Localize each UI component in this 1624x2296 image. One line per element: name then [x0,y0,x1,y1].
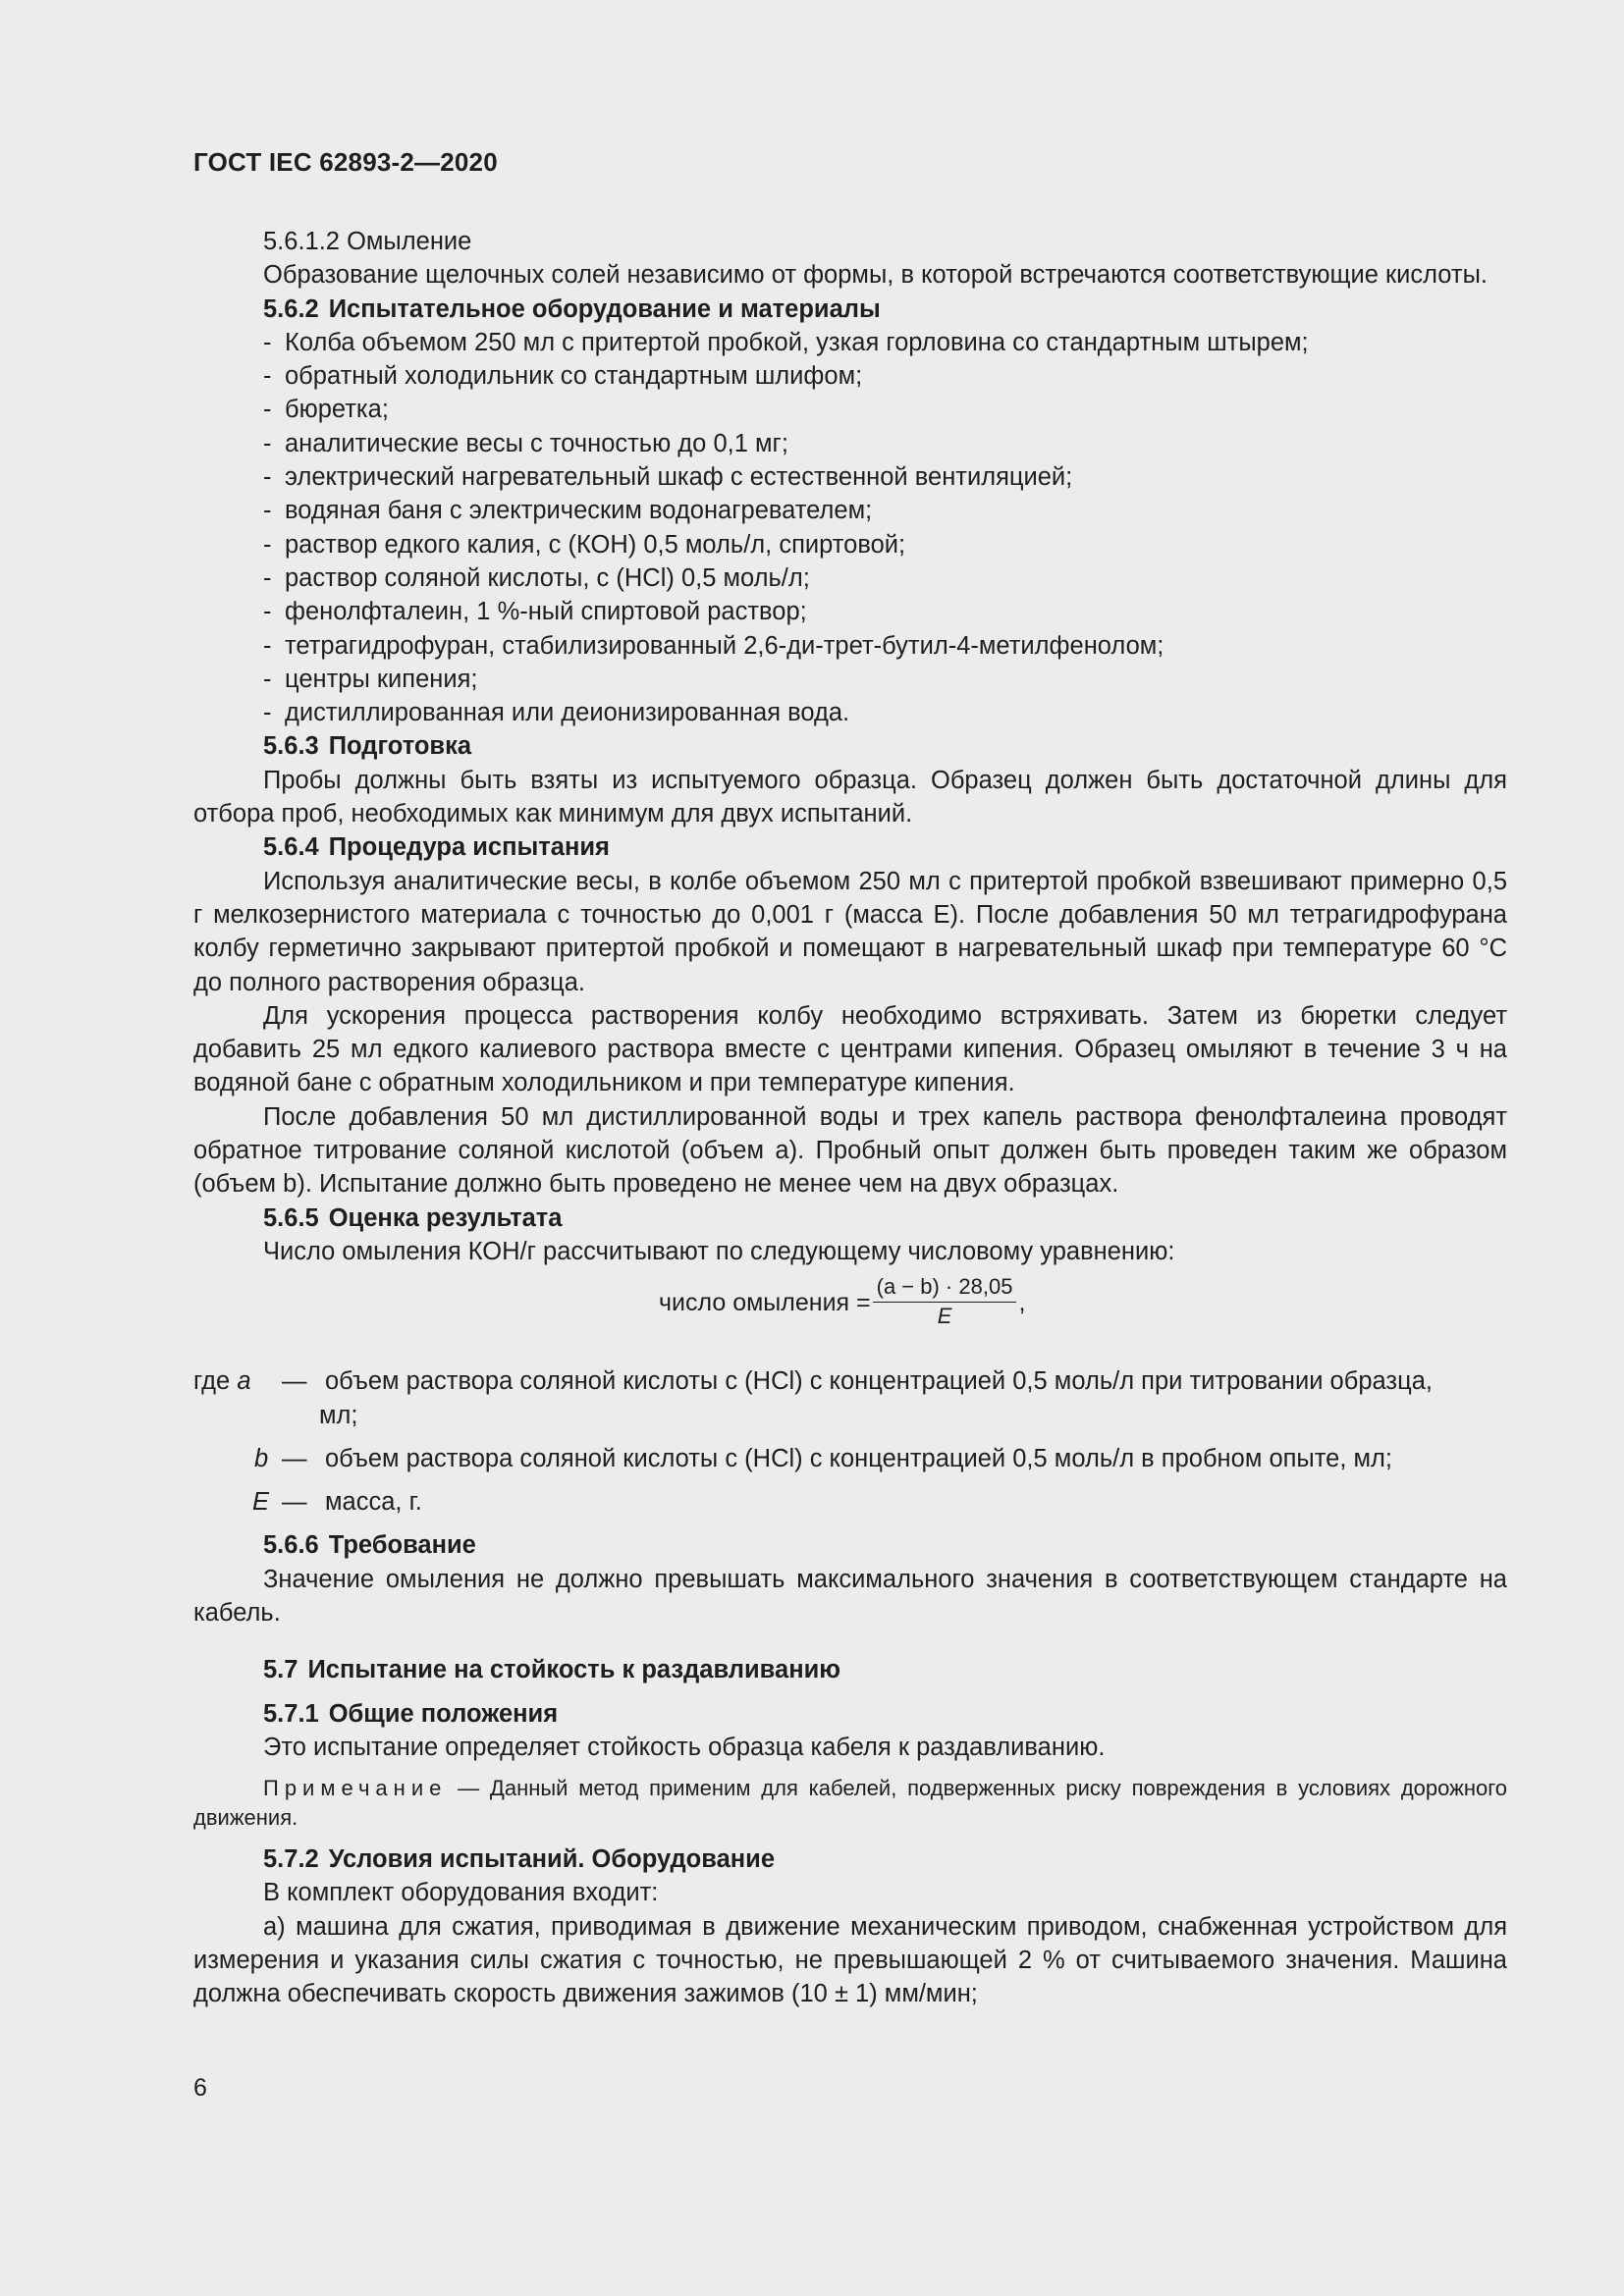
clause-5-7-heading [193,1653,1507,1686]
clause-title: Испытание на стойкость к раздавливанию [307,1656,841,1684]
list-item: - бюретка; [263,396,389,424]
clause-number: 5.7.1 [263,1699,319,1728]
clause-title: Процедура испытания [328,833,610,862]
formula-numerator: (a − b) · 28,05 [873,1274,1017,1303]
clause-5-6-6-heading [193,1528,1507,1562]
clause-number: 5.6.6 [263,1531,319,1560]
clause-number: 5.6.4 [263,833,319,862]
clause-title: Оценка результата [328,1203,563,1232]
clause-5-7-2-heading [193,1842,1507,1876]
saponification-formula [193,1274,1507,1337]
list-item: - центры кипения; [263,665,478,693]
note-text: — Данный метод применим для кабелей, подверженных риску повреждения в условиях дорожного движения. [193,1776,1507,1831]
clause-5-6-5-heading [193,1201,1507,1235]
clause-5-6-4-heading [193,830,1507,864]
list-item: - водяная баня с электрическим водонагревателем; [263,497,873,525]
definition-dash: — [282,1444,307,1472]
definition-symbol: a [237,1367,251,1396]
formula-denominator: E [937,1304,952,1329]
definition-dash: — [282,1367,307,1396]
list-item: - электрический нагревательный шкаф с естественной вентиляцией; [263,463,1073,492]
definition-text: объем раствора соляной кислоты c (HCl) с концентрацией 0,5 моль/л в пробном опыте, мл; [325,1444,1392,1472]
definition-symbol: E [252,1488,270,1517]
definition-row [193,1364,1507,1432]
clause-number: 5.6.3 [263,732,319,761]
page-number: 6 [193,2074,207,2102]
definition-row [193,1485,1507,1519]
formula-fraction [873,1274,1017,1330]
clause-5-6-3-heading [193,729,1507,763]
clause-5-6-4-paragraph-1: Используя аналитические весы, в колбе объемом 250 мл с притертой пробкой взвешивают примерно 0,5 г мелкозернистого материала с точностью до 0,001 г (масса E). После добавления 50 мл тетрагидрофурана колбу герметично закрывают притертой пробкой и помещают в нагревательный шкаф при температуре 60 °C до полного растворения образца. [193,867,1507,996]
definition-dash: — [282,1488,307,1517]
clause-title: Общие положения [328,1699,559,1728]
list-item: - тетрагидрофуран, стабилизированный 2,6-ди-трет-бутил-4-метилфенолом; [263,631,1164,660]
note-label: Примечание [263,1776,448,1801]
clause-title: Испытательное оборудование и материалы [328,294,881,323]
clause-5-6-3-text: Пробы должны быть взяты из испытуемого образца. Образец должен быть достаточной длины для отбора проб, необходимых как минимум для двух испытаний. [193,766,1507,828]
formula-lhs: число омыления = [659,1288,871,1316]
formula-tail: , [1018,1288,1026,1316]
list-item: - раствор едкого калия, c (КОН) 0,5 моль/л, спиртовой; [263,530,906,559]
document-header: ГОСТ IEC 62893-2—2020 [193,147,498,177]
clause-5-6-1-2-text: Образование щелочных солей независимо от формы, в которой встречаются соответствующие кислоты. [263,261,1489,290]
clause-title: Условия испытаний. Оборудование [328,1845,776,1874]
equipment-list [193,326,1507,730]
definition-text: объем раствора соляной кислоты c (HCl) с концентрацией 0,5 моль/л при титровании образца, [325,1367,1433,1396]
clause-5-6-1-2-title: 5.6.1.2 Омыление [263,228,472,255]
clause-number: 5.7.2 [263,1845,319,1874]
variable-definitions [193,1364,1507,1519]
list-item: - фенолфталеин, 1 %-ный спиртовой раствор; [263,598,807,626]
clause-number: 5.7 [263,1656,298,1684]
list-item: - аналитические весы с точностью до 0,1 мг; [263,429,788,457]
list-item: - раствор соляной кислоты, c (HCl) 0,5 моль/л; [263,563,810,592]
definition-continuation: мл; [319,1401,358,1429]
clause-5-6-4-paragraph-3: После добавления 50 мл дистиллированной воды и трех капель раствора фенолфталеина проводят обратное титрование соляной кислотой (объем a). Пробный опыт должен быть проведен таким же образом (объем b). Испытание должно быть проведено не менее чем на двух образцах. [193,1102,1507,1199]
clause-5-6-2-heading [193,293,1507,326]
list-item: - обратный холодильник со стандартным шлифом; [263,362,863,391]
list-item: - дистиллированная или деионизированная вода. [263,699,850,727]
note [193,1774,1507,1833]
definition-row [193,1442,1507,1475]
clause-5-6-5-text: Число омыления КОН/г рассчитывают по следующему числовому уравнению: [263,1237,1175,1265]
list-item: - Колба объемом 250 мл с притертой пробкой, узкая горловина со стандартным штырем; [263,328,1309,356]
clause-number: 5.6.5 [263,1203,319,1232]
clause-5-7-2-item-a: а) машина для сжатия, приводимая в движение механическим приводом, снабженная устройством для измерения и указания силы сжатия с точностью, не превышающей 2 % от считываемого значения. Машина должна обеспечивать скорость движения зажимов (10 ± 1) мм/мин; [193,1912,1507,2008]
where-word: где [193,1367,231,1396]
definition-text: масса, г. [325,1488,422,1517]
clause-title: Требование [328,1531,476,1560]
clause-5-6-4-paragraph-2: Для ускорения процесса растворения колбу необходимо встряхивать. Затем из бюретки следует добавить 25 мл едкого калиевого раствора вместе с центрами кипения. Образец омыляют в течение 3 ч на водяной бане с обратным холодильником и при температуре кипения. [193,1001,1507,1097]
definition-symbol: b [254,1444,269,1472]
clause-5-7-2-text: В комплект оборудования входит: [263,1879,659,1907]
clause-number: 5.6.2 [263,294,319,323]
clause-title: Подготовка [328,732,472,761]
clause-5-6-6-text: Значение омыления не должно превышать максимального значения в соответствующем стандарте на кабель. [193,1565,1507,1627]
clause-5-7-1-heading [193,1697,1507,1731]
page-content [193,225,1507,2011]
clause-5-7-1-text: Это испытание определяет стойкость образца кабеля к раздавливанию. [263,1733,1106,1761]
